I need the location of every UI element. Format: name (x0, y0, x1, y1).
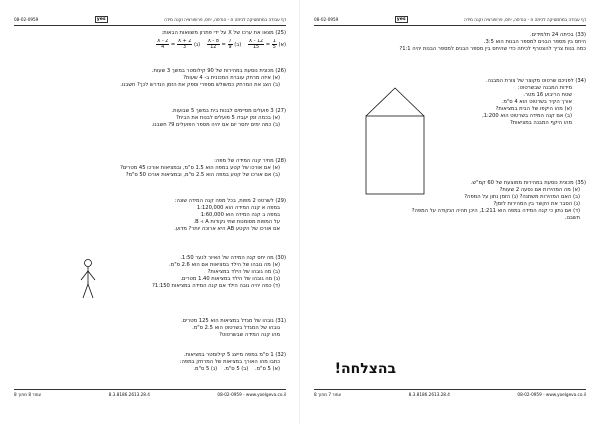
person-figure (78, 258, 98, 302)
footer-site: 08-02-0959 - www.yoelgeva.co.il (217, 392, 286, 397)
header-title: דף עבודה במתמטיקה לכיתה ח - הנדסה, יחס, פרופורציה וקנה מידה (464, 16, 586, 22)
question-34-info: מידות המבנה שבשרטוט: (517, 85, 572, 92)
left-page-footer (14, 392, 286, 400)
header-logo: yes (96, 16, 106, 22)
question-35 (314, 180, 586, 222)
question-28-a: (א) אם אורכו של קטע במפה הוא 1.5 ס"מ, ובמציאות אורכו 45 מטרים? (120, 165, 280, 172)
left-page-header (14, 14, 286, 24)
question-30 (14, 255, 286, 290)
question-27-b: (ב) כמה ימים יחסר יום אם יהיה מספר הפועלים 9? חשבנו. (151, 122, 280, 129)
question-34-text: (34) לפניכם שרטוט מקוצר של צורת המבנה. (485, 78, 586, 84)
question-29-ask: אם אורכו של הקטע AB היא ארוכה יותר? מדוע. (174, 226, 280, 233)
question-26-text: (26) מכונית נוסעת במהירות של 90 קילומטר במשך 3 שעות. (151, 68, 286, 74)
question-32-options (14, 366, 286, 373)
question-29-points: על המפות מסומנות שתי נקודות A ו- B. (193, 219, 280, 226)
footer-rule (14, 389, 286, 390)
left-page-content (14, 30, 286, 386)
question-32-a: כתבו מהו האורך במציאות של המרחק במפה: (179, 359, 280, 366)
question-35-a: (א) מה המהירות אם נסעה 2 שעות? (499, 187, 580, 194)
equation-c-label: (ג) (193, 42, 201, 49)
question-31-text: (31) גובהו של מגדל במציאות הוא 125 מטרים. (181, 318, 286, 324)
question-28 (14, 158, 286, 179)
header-rule (14, 25, 286, 26)
equation-b-equals: = (221, 42, 226, 49)
question-35-d: (ד) אם נתון כי קנה המידה במפה הוא 1:211, היכן תהיה הנקודה על המפה? (411, 208, 580, 215)
equation-b-rhs: $\frac{X - 8}{12}$ (207, 39, 219, 51)
header-code: 08-02-0959 (314, 16, 339, 22)
question-30-text: (30) מה יחס קנה המידה של האיור לנער 1:50. (180, 255, 286, 261)
header-rule (314, 25, 586, 26)
question-30-d: (ד) כמה יהיה גובה הילד אם קנה המידה במציאות 1:150? (152, 283, 280, 290)
question-28-text: (28) מחיר קנה המידה של מפה: (214, 158, 286, 164)
question-33-ask: כמה בנות צריך להצטרף לכיתה כדי שהיחס בין מספר הבנים למספר הבנות יהיה 1:1? (399, 46, 586, 53)
question-29 (14, 198, 286, 233)
footer-phone: 8.3.8186.2613.28.4 (108, 392, 150, 397)
question-29-text: (29) לשרטט 2 מפות, בכל מפה קנה המידה שונה: (174, 198, 286, 204)
right-page-header (314, 14, 586, 24)
question-32 (14, 352, 286, 373)
question-34-a: (א) מהו היקפו של הבית במציאות? (495, 106, 572, 113)
question-30-a: (א) מה גובהו של הילד במציאות אם הוא 2.6 ס"מ. (169, 262, 280, 269)
equation-a-rhs: $\frac{X - 12}{15}$ (248, 39, 264, 51)
question-33-text: (33) בכיתה 24 תלמידים. (529, 32, 586, 38)
equation-b-label: (ב) (234, 42, 242, 49)
question-25-text: (25) מצאו את ערכו של X על ידי פתרון משוואות הבאות: (161, 30, 286, 36)
question-32-option-b: (ב) 5 ס"מ. (223, 366, 249, 373)
header-code: 08-02-0959 (14, 16, 39, 22)
question-31-a: גובהו של המגדל בשרטוט הוא 2.5 ס"מ. (192, 325, 280, 332)
question-33-ratio: היחס בין מספר הבנים למספר הבנות הוא 3:5. (483, 39, 586, 46)
question-34-area: שטח הריבוע 16 מטר. (523, 92, 572, 99)
right-page-content (314, 30, 586, 386)
footer-phone: 8.3.8186.2613.28.4 (408, 392, 450, 397)
question-32-option-c: (ג) 5 ס"מ. (193, 366, 218, 373)
question-26-b: (ב) הצג את המרחק כמשולש מספרי וספק את הזמן הנדרש לכך? חשבנו. (120, 82, 280, 89)
question-28-b: (ב) אם אורכו של קטע במפה הוא 2.5 ס"מ, ובמציאות אורכו 50 ס"מ? (125, 172, 280, 179)
question-32-text: (32) 1 ס"מ במפה מייצג 5 קילומטר במציאות. (183, 352, 286, 358)
equation-c-rhs: $\frac{X - 2}{4}$ (157, 39, 169, 51)
equation-b-lhs: $\frac{7}{9}$ (228, 39, 232, 51)
question-33 (314, 32, 586, 53)
question-26 (14, 68, 286, 89)
question-29-map2: במפה ב קנה המידה הוא 1:60,000 (200, 212, 280, 219)
question-34-b: (ב) אם קנה המידה בשרטוט הוא 1:200, (482, 113, 572, 120)
question-27-a: (א) בכמה זמן יעבדו 5 פועלים לבנות את הבית? (176, 115, 280, 122)
right-page-footer (314, 392, 586, 400)
question-35-text: (35) מכונית נוסעת במהירות ממוצעת של 60 קמ"ש. (470, 180, 586, 186)
equation-c-lhs: $\frac{2 + X}{3}$ (177, 39, 192, 51)
question-29-map1: במפה א קנה המידה הוא 1:120,000 (196, 205, 280, 212)
question-27-text: (27) 3 פועלים מסיימים לבנות בית במשך 5 שבועות. (171, 108, 286, 114)
footer-page-number: עמוד 8 מתוך 8 (14, 392, 42, 397)
question-26-a: (א) איזה מרחק עוברת המכונית ב- 4 שעות? (183, 75, 280, 82)
header-logo: yes (396, 16, 406, 22)
equation-a-label: (א) (278, 42, 286, 49)
footer-rule (314, 389, 586, 390)
equation-a-lhs: $\frac{1}{5}$ (272, 39, 276, 51)
header-title: דף עבודה במתמטיקה לכיתה ח - הנדסה, יחס, פרופורציה וקנה מידה (164, 16, 286, 22)
equation-a-equals: = (265, 42, 271, 49)
question-34-wall: אורך הקיר בשרטוט הוא 4 ס"מ. (501, 99, 572, 106)
success-message: בהצלחה! (334, 361, 396, 377)
question-35-c: (ג) הסבר את הקשר בין המהירות לזמן? (493, 201, 580, 208)
question-35-e: חשבנו. (564, 215, 580, 222)
question-34-c: מהו היקף המבנה במציאות? (509, 120, 572, 127)
question-30-c: (ג) מה גובהו של הילד במציאות 1.40 מטרים. (180, 276, 280, 283)
footer-site: 08-02-0959 - www.yoelgeva.co.il (517, 392, 586, 397)
footer-page-number: עמוד 7 מתוך 8 (314, 392, 342, 397)
equation-c-equals: = (170, 42, 176, 49)
question-35-b: (ב) האם המהירות משתנה? (ג) הזמן נתון על המפה? (464, 194, 580, 201)
question-31 (14, 318, 286, 339)
question-32-option-a: (א) 5 ס"מ. (254, 366, 280, 373)
right-page (300, 0, 600, 424)
question-25 (14, 30, 286, 50)
question-31-b: מהו קנה המידה שבשרטוט? (219, 332, 280, 339)
question-27 (14, 108, 286, 129)
question-30-b: (ב) מה גובהו של הילד במציאות? (207, 269, 280, 276)
question-34 (314, 78, 586, 127)
question-25-equations (14, 39, 286, 50)
